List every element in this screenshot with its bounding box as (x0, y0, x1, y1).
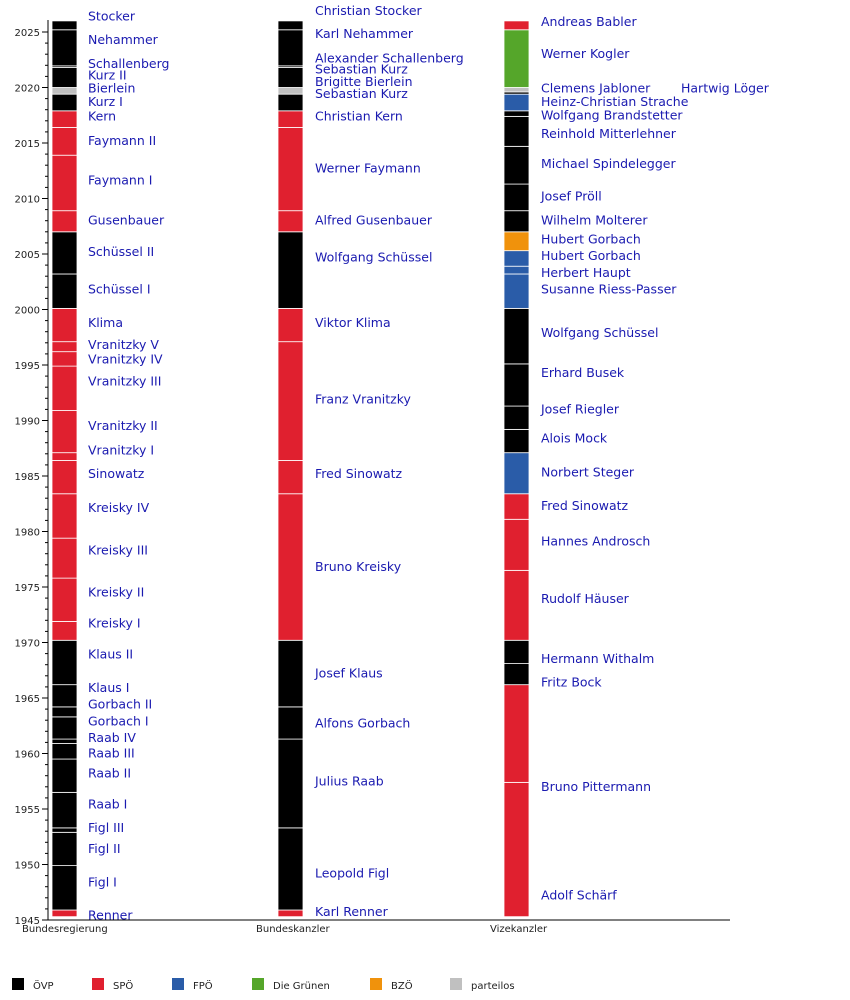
name-label-2-18: Michael Spindelegger (541, 156, 676, 172)
y-tick-label: 1995 (14, 361, 40, 372)
bar-0-29 (52, 94, 77, 111)
bar-1-8 (278, 308, 303, 341)
name-label-0-12: Kreisky I (88, 615, 141, 631)
bar-0-8 (52, 717, 77, 739)
bar-0-12 (52, 621, 77, 640)
bar-2-9 (504, 406, 529, 429)
bar-0-15 (52, 494, 77, 538)
legend-swatch-5 (450, 978, 462, 990)
legend-swatch-1 (92, 978, 104, 990)
name-label-0-10: Klaus I (88, 680, 130, 696)
name-label-1-17: Karl Nehammer (315, 26, 414, 42)
legend-swatch-2 (172, 978, 184, 990)
column-label-2: Vizekanzler (490, 924, 548, 935)
bar-2-4 (504, 570, 529, 640)
y-tick-label: 1960 (14, 749, 40, 761)
bar-0-5 (52, 759, 77, 792)
name-label-0-30: Bierlein (88, 80, 136, 96)
name-label-1-15: Sebastian Kurz (315, 61, 408, 77)
y-tick-label: 1970 (14, 638, 40, 650)
y-tick-label: 1955 (14, 805, 40, 816)
name-label-1-18: Christian Stocker (315, 2, 422, 18)
y-tick-label: 1980 (14, 527, 40, 539)
bar-0-34 (52, 21, 77, 30)
bar-0-28 (52, 111, 77, 128)
name-label-0-31: Kurz II (88, 67, 127, 83)
y-tick-label: 1950 (14, 860, 40, 872)
name-label-1-5: Bruno Kreisky (315, 559, 402, 575)
bar-1-1 (278, 828, 303, 910)
column-label-0: Bundesregierung (22, 924, 108, 935)
bar-2-2 (504, 664, 529, 685)
name-label-2-15: Hubert Gorbach (541, 231, 641, 247)
name-label-0-33: Nehammer (88, 31, 158, 47)
y-tick-label: 2015 (14, 139, 40, 150)
bar-0-26 (52, 155, 77, 211)
legend (12, 978, 515, 992)
y-tick-label: 1975 (14, 583, 40, 594)
y-tick-label: 2020 (14, 83, 40, 95)
bar-0-33 (52, 30, 77, 66)
bar-2-18 (504, 146, 529, 184)
bar-1-11 (278, 127, 303, 210)
bar-1-4 (278, 640, 303, 707)
bar-0-0 (52, 910, 77, 917)
bar-0-13 (52, 578, 77, 621)
legend-label-0: ÖVP (33, 981, 54, 992)
name-label-0-27: Faymann II (88, 132, 157, 148)
name-label-0-18: Vranitzky II (88, 418, 158, 434)
name-label-1-3: Alfons Gorbach (315, 715, 411, 731)
name-label-2-23: Clemens Jabloner (541, 80, 651, 96)
bar-0-20 (52, 352, 77, 366)
name-label-0-24: Schüssel II (88, 243, 155, 259)
bar-2-3 (504, 640, 529, 663)
name-label-2-6: Fred Sinowatz (541, 497, 629, 513)
bar-2-13 (504, 266, 529, 274)
name-label-2-22: Hartwig Löger (681, 80, 769, 96)
name-label-0-6: Raab III (88, 745, 135, 761)
legend-label-3: Die Grünen (273, 981, 330, 992)
column-labels (22, 924, 548, 935)
bar-0-25 (52, 211, 77, 232)
name-label-2-25: Andreas Babler (541, 14, 637, 30)
bar-2-25 (504, 21, 529, 30)
name-label-0-5: Raab II (88, 765, 132, 781)
name-label-0-32: Schallenberg (88, 56, 170, 72)
bar-0-21 (52, 342, 77, 352)
name-label-2-24: Werner Kogler (541, 46, 630, 62)
name-label-1-12: Christian Kern (315, 108, 403, 124)
name-label-0-25: Gusenbauer (88, 212, 165, 228)
name-label-0-23: Schüssel I (88, 281, 151, 297)
bar-0-7 (52, 739, 77, 743)
bar-0-23 (52, 274, 77, 308)
bar-0-4 (52, 792, 77, 828)
bar-2-19 (504, 116, 529, 146)
bar-2-1 (504, 685, 529, 783)
bar-0-30 (52, 88, 77, 95)
name-label-1-7: Franz Vranitzky (315, 391, 411, 407)
bar-1-3 (278, 707, 303, 739)
bar-1-5 (278, 494, 303, 641)
y-tick-label: 1945 (14, 916, 40, 927)
legend-label-4: BZÖ (391, 981, 413, 992)
bar-2-24 (504, 30, 529, 88)
y-tick-label: 1965 (14, 694, 40, 705)
name-label-1-6: Fred Sinowatz (315, 465, 403, 481)
bar-0-16 (52, 460, 77, 493)
name-label-2-3: Hermann Withalm (541, 651, 655, 667)
name-label-2-21: Heinz-Christian Strache (541, 93, 689, 109)
name-label-0-29: Kurz I (88, 93, 123, 109)
name-label-0-11: Klaus II (88, 646, 134, 662)
bar-0-31 (52, 68, 77, 88)
name-label-2-7: Norbert Steger (541, 464, 635, 480)
bar-2-8 (504, 429, 529, 452)
name-label-2-10: Erhard Busek (541, 364, 625, 380)
name-label-0-14: Kreisky III (88, 542, 148, 558)
name-label-2-11: Wolfgang Schüssel (541, 324, 659, 340)
name-label-2-2: Fritz Bock (541, 674, 602, 690)
name-label-0-19: Vranitzky III (88, 373, 162, 389)
bar-0-1 (52, 866, 77, 910)
bar-0-2 (52, 832, 77, 865)
bar-0-14 (52, 538, 77, 578)
bar-2-6 (504, 494, 529, 520)
name-label-1-9: Wolfgang Schüssel (315, 249, 433, 265)
legend-label-1: SPÖ (113, 981, 134, 992)
name-label-0-3: Figl III (88, 819, 125, 835)
name-labels (88, 3, 770, 923)
bar-1-10 (278, 211, 303, 232)
bar-2-7 (504, 453, 529, 494)
bar-2-17 (504, 184, 529, 211)
y-tick-label: 1985 (14, 472, 40, 483)
bar-0-10 (52, 685, 77, 707)
name-label-1-11: Werner Faymann (315, 160, 421, 176)
bar-2-12 (504, 274, 529, 308)
y-tick-label: 1990 (14, 416, 40, 428)
name-label-2-13: Herbert Haupt (541, 264, 631, 280)
name-label-2-14: Hubert Gorbach (541, 248, 641, 264)
bar-1-0 (278, 910, 303, 917)
y-tick-label: 2010 (14, 194, 40, 206)
name-label-0-20: Vranitzky IV (88, 351, 163, 367)
bar-0-17 (52, 453, 77, 461)
name-label-0-2: Figl II (88, 840, 121, 856)
name-label-1-16: Alexander Schallenberg (315, 50, 464, 66)
bar-0-11 (52, 640, 77, 684)
bar-0-22 (52, 308, 77, 341)
bar-0-18 (52, 411, 77, 453)
y-tick-label: 2025 (14, 28, 40, 39)
name-label-0-16: Sinowatz (88, 465, 145, 481)
legend-swatch-0 (12, 978, 24, 990)
bar-2-23 (504, 88, 529, 92)
bar-1-18 (278, 21, 303, 30)
name-label-2-19: Reinhold Mitterlehner (541, 126, 676, 142)
name-label-0-26: Faymann I (88, 172, 153, 188)
bar-1-7 (278, 342, 303, 461)
name-label-0-0: Renner (88, 907, 133, 923)
name-label-0-4: Raab I (88, 796, 128, 812)
bar-0-9 (52, 707, 77, 717)
name-label-2-4: Rudolf Häuser (541, 591, 629, 607)
bar-2-11 (504, 308, 529, 364)
bar-2-16 (504, 211, 529, 232)
name-label-0-8: Gorbach I (88, 713, 149, 729)
bar-1-9 (278, 232, 303, 309)
bar-0-24 (52, 232, 77, 274)
name-label-0-34: Stocker (88, 8, 135, 24)
bar-1-17 (278, 30, 303, 66)
y-tick-label: 2000 (14, 305, 40, 317)
name-label-2-16: Wilhelm Molterer (541, 212, 648, 228)
bar-2-0 (504, 782, 529, 916)
legend-swatch-3 (252, 978, 264, 990)
name-label-1-14: Brigitte Bierlein (315, 73, 413, 89)
name-label-0-1: Figl I (88, 874, 117, 890)
bar-2-14 (504, 251, 529, 267)
name-label-2-17: Josef Pröll (541, 188, 602, 204)
bar-1-13 (278, 94, 303, 111)
name-label-2-1: Bruno Pittermann (541, 778, 652, 794)
name-label-0-9: Gorbach II (88, 696, 153, 712)
name-label-0-15: Kreisky IV (88, 500, 150, 516)
name-label-0-21: Vranitzky V (88, 337, 159, 353)
name-label-1-13: Sebastian Kurz (315, 86, 408, 102)
name-label-2-0: Adolf Schärf (541, 887, 617, 903)
name-label-0-22: Klima (88, 314, 123, 330)
name-label-0-17: Vranitzky I (88, 442, 155, 458)
name-label-1-8: Viktor Klima (315, 314, 391, 330)
y-tick-label: 2005 (14, 250, 40, 261)
name-label-0-28: Kern (88, 108, 117, 124)
bar-1-14 (278, 88, 303, 95)
name-label-2-12: Susanne Riess-Passer (541, 281, 677, 297)
bar-2-15 (504, 232, 529, 251)
name-label-1-10: Alfred Gusenbauer (315, 212, 432, 228)
name-label-1-4: Josef Klaus (315, 665, 383, 681)
bar-1-12 (278, 111, 303, 128)
legend-label-5: parteilos (471, 981, 515, 992)
legend-label-2: FPÖ (193, 981, 213, 992)
bar-2-5 (504, 519, 529, 570)
bar-1-2 (278, 739, 303, 828)
column-label-1: Bundeskanzler (256, 924, 330, 935)
name-label-1-2: Julius Raab (315, 773, 384, 789)
legend-swatch-4 (370, 978, 382, 990)
bar-0-27 (52, 127, 77, 155)
name-label-0-7: Raab IV (88, 729, 136, 745)
bar-2-21 (504, 94, 529, 111)
name-label-2-5: Hannes Androsch (541, 533, 651, 549)
name-label-2-8: Alois Mock (541, 430, 608, 446)
bar-0-19 (52, 366, 77, 410)
bar-2-20 (504, 111, 529, 117)
name-label-2-20: Wolfgang Brandstetter (541, 107, 683, 123)
bar-0-3 (52, 828, 77, 832)
name-label-0-13: Kreisky II (88, 584, 145, 600)
bar-2-10 (504, 364, 529, 406)
name-label-1-1: Leopold Figl (315, 865, 390, 881)
bar-1-15 (278, 68, 303, 88)
bar-0-6 (52, 744, 77, 760)
name-label-1-0: Karl Renner (315, 904, 388, 920)
name-label-2-9: Josef Riegler (541, 401, 619, 417)
bar-1-6 (278, 460, 303, 493)
